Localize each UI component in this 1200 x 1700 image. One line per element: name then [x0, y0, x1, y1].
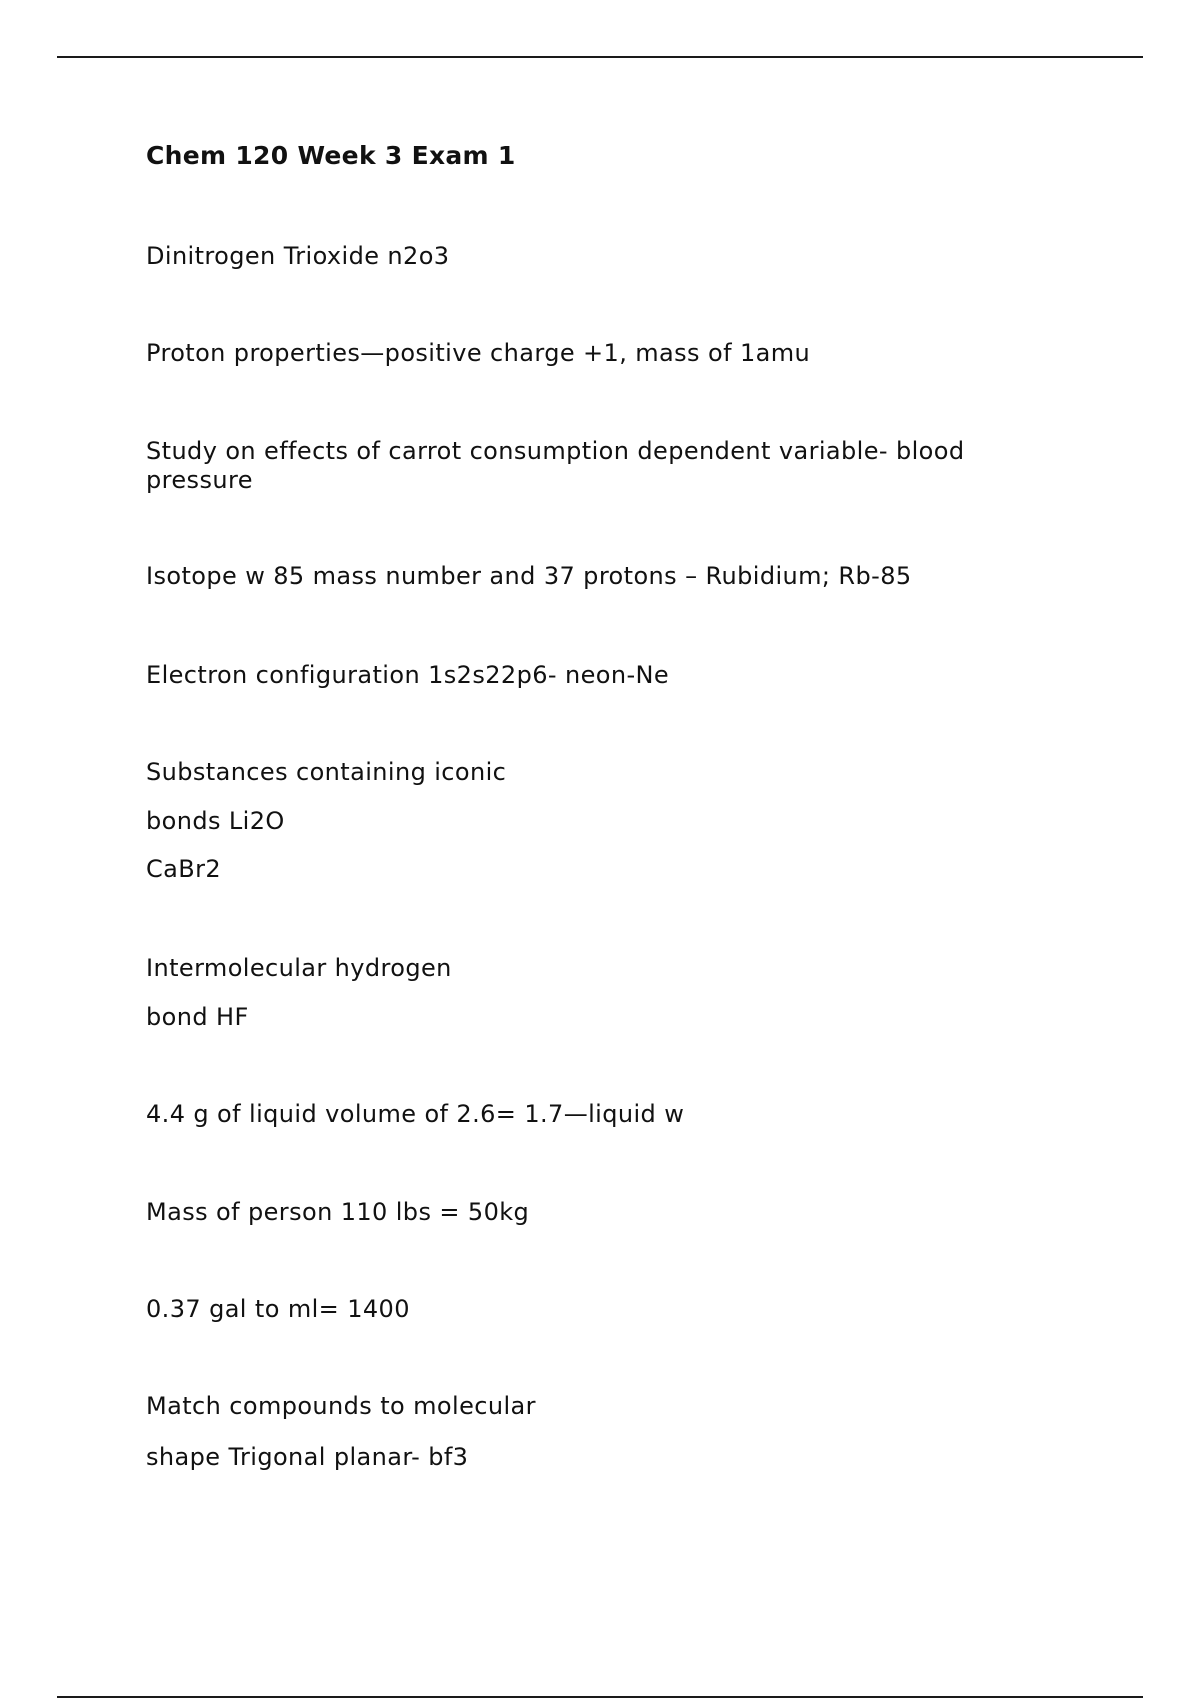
- note-line: Substances containing iconic: [146, 758, 507, 786]
- footer-rule: [57, 1696, 1143, 1698]
- note-line: Electron configuration 1s2s22p6- neon-Ne: [146, 661, 670, 689]
- note-line: Mass of person 110 lbs = 50kg: [146, 1198, 530, 1226]
- note-line: Study on effects of carrot consumption dependent variable- blood pressure: [146, 437, 965, 494]
- note-line: 0.37 gal to ml= 1400: [146, 1295, 410, 1323]
- note-line: Match compounds to molecular: [146, 1392, 536, 1420]
- header-rule: [57, 56, 1143, 58]
- note-line: shape Trigonal planar- bf3: [146, 1443, 469, 1471]
- note-line: bonds Li2O: [146, 807, 285, 835]
- note-line: Dinitrogen Trioxide n2o3: [146, 242, 450, 270]
- note-line: CaBr2: [146, 855, 222, 883]
- note-line: 4.4 g of liquid volume of 2.6= 1.7—liquid w: [146, 1100, 685, 1128]
- note-line: Isotope w 85 mass number and 37 protons – Rubidium; Rb-85: [146, 562, 912, 590]
- note-line: Proton properties—positive charge +1, mass of 1amu: [146, 339, 811, 367]
- page-title: Chem 120 Week 3 Exam 1: [146, 141, 516, 170]
- note-line: Intermolecular hydrogen: [146, 954, 452, 982]
- note-line: bond HF: [146, 1003, 249, 1031]
